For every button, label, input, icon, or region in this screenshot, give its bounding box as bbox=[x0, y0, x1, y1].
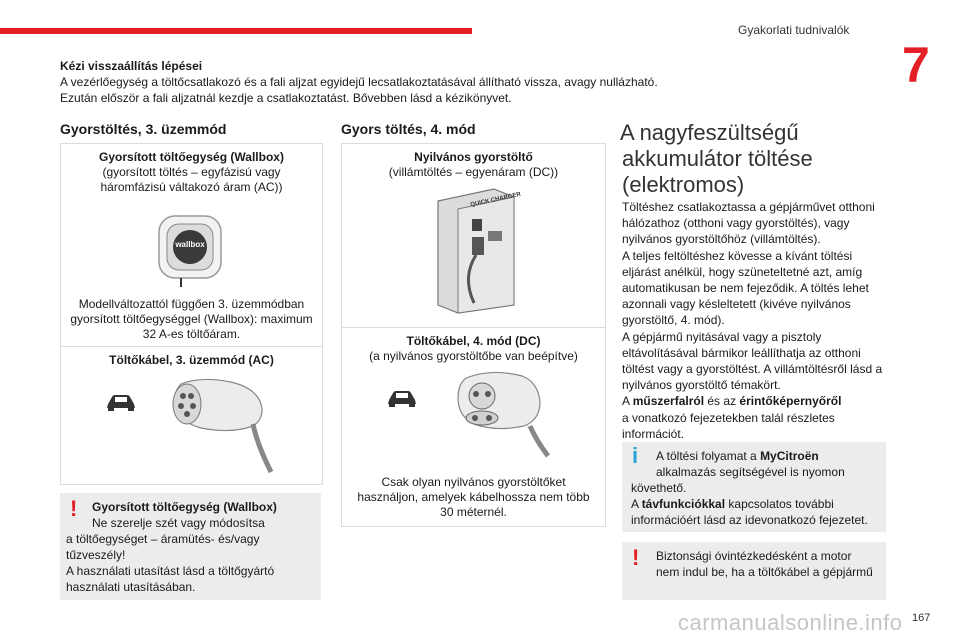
body-line: eljárást anélkül, hogy szüneteltetné azt, amíg bbox=[622, 264, 863, 279]
ac-cable-title: Töltőkábel, 3. üzemmód (AC) bbox=[109, 353, 274, 367]
body-line: azonnali vagy késleltetett (kivéve nyilvános bbox=[622, 297, 851, 312]
body-line: nyilvános gyorstöltő témakört. bbox=[622, 378, 781, 393]
body-line-dashboard bbox=[622, 393, 887, 409]
warning-line-3: tűzveszély! bbox=[66, 548, 126, 562]
dc-note-2: használjon, amelyek kábelhossza nem több bbox=[357, 490, 590, 504]
warning-line-4: A használati utasítást lásd a töltőgyártó bbox=[66, 564, 275, 578]
body-line: gyorstöltő, 4. mód). bbox=[622, 313, 725, 328]
warning-line-5: használati utasításában. bbox=[66, 580, 196, 594]
body-line: Töltéshez csatlakoztassa a gépjárművet otthoni bbox=[622, 200, 875, 214]
chapter-number: 7 bbox=[902, 37, 930, 93]
wallbox-subtitle-2: háromfázisú váltakozó áram (AC)) bbox=[100, 180, 283, 194]
body-line: automatikusan be nem fejeződik. A töltés lehet bbox=[622, 281, 869, 296]
intro-line-2: Ezután először a fali aljzatnál kezdje a csatlakoztatást. Bővebben lásd a kézikönyvet. bbox=[60, 91, 512, 105]
section-name: Gyakorlati tudnivalók bbox=[738, 23, 850, 37]
hv-title-line-3: (elektromos) bbox=[622, 172, 745, 197]
dc-connector-illustration bbox=[452, 368, 552, 458]
warning-line-1: Ne szerelje szét vagy módosítsa bbox=[92, 516, 265, 530]
dc-note-3: 30 méternél. bbox=[440, 505, 507, 519]
mycitroen-info-box bbox=[622, 442, 886, 532]
body-line: töltést vagy a gyorstöltést. A villámtöltésről lásd a bbox=[622, 362, 883, 377]
remote-functions-ref: távfunkciókkal bbox=[641, 497, 726, 511]
body-line: hálózathoz (otthoni vagy gyorstöltés), vagy bbox=[622, 216, 850, 231]
safety-warning-box bbox=[622, 542, 886, 600]
ac-connector-illustration bbox=[161, 374, 277, 474]
quick-charger-panel bbox=[341, 143, 606, 527]
warning-line-2: a töltőegységet – áramütés- és/vagy bbox=[66, 532, 260, 546]
watermark: carmanualsonline.info bbox=[678, 610, 903, 635]
info-line-5: információért lásd az idevonatkozó fejezetet. bbox=[631, 513, 868, 527]
info-line-1 bbox=[656, 448, 819, 464]
body-line: A gépjármű nyitásával vagy a pisztoly bbox=[622, 329, 822, 344]
body-line: a vonatkozó fejezetekben talál részletes bbox=[622, 410, 835, 425]
col2-title: Gyors töltés, 4. mód bbox=[341, 121, 476, 137]
body-line: információt. bbox=[622, 426, 685, 441]
wallbox-illustration bbox=[157, 214, 223, 288]
info-line-4 bbox=[631, 496, 834, 512]
car-icon bbox=[386, 388, 418, 408]
dc-cable-title: Töltőkábel, 4. mód (DC) bbox=[406, 334, 541, 348]
intro-heading: Kézi visszaállítás lépései bbox=[60, 59, 203, 73]
wallbox-desc-2: gyorsított töltőegységgel (Wallbox): maximum bbox=[70, 312, 313, 326]
info-fragment: A töltési folyamat a bbox=[656, 449, 761, 463]
wallbox-logo-text: wallbox bbox=[175, 240, 205, 249]
page-number: 167 bbox=[912, 612, 931, 624]
hv-body-text bbox=[622, 199, 887, 442]
station-title: Nyilvános gyorstöltő bbox=[414, 150, 533, 164]
body-fragment: A bbox=[622, 394, 633, 409]
dc-note-1: Csak olyan nyilvános gyorstöltőket bbox=[381, 475, 566, 489]
safety-line-2: nem indul be, ha a töltőkábel a gépjármű bbox=[656, 565, 873, 579]
info-fragment: A bbox=[631, 497, 642, 511]
wallbox-title: Gyorsított töltőegység (Wallbox) bbox=[99, 150, 284, 164]
warning-icon: ! bbox=[632, 545, 640, 570]
info-line-3: követhető. bbox=[631, 481, 687, 495]
hv-title-line-2: akkumulátor töltése bbox=[622, 146, 813, 171]
dashboard-ref: műszerfalról bbox=[632, 394, 705, 409]
wallbox-warning-box bbox=[60, 493, 321, 600]
warning-title: Gyorsított töltőegység (Wallbox) bbox=[92, 500, 277, 514]
col1-title: Gyorstöltés, 3. üzemmód bbox=[60, 121, 227, 137]
wallbox-subtitle-1: (gyorsított töltés – egyfázisú vagy bbox=[102, 165, 281, 179]
intro-line-1: A vezérlőegység a töltőcsatlakozó és a fali aljzat egyidejű lecsatlakoztatásával állítható vissza, avagy nullázható. bbox=[60, 75, 658, 89]
quick-charger-label: QUICK CHARGER bbox=[469, 191, 522, 209]
info-fragment: kapcsolatos további bbox=[725, 497, 834, 511]
wallbox-desc-1: Modellváltozattól függően 3. üzemmódban bbox=[78, 297, 305, 311]
warning-icon: ! bbox=[70, 496, 78, 521]
body-line: nyilvános gyorstöltőhöz (villámtöltés). bbox=[622, 232, 821, 247]
car-icon bbox=[105, 392, 137, 412]
panel-divider bbox=[61, 346, 322, 347]
panel-divider bbox=[342, 327, 605, 328]
touchscreen-ref: érintőképernyőről bbox=[739, 394, 842, 409]
body-line: eltávolításával bármikor leállíthatja az otthoni bbox=[622, 345, 861, 360]
info-icon: i bbox=[632, 443, 639, 468]
mycitroen-app-name: MyCitroën bbox=[760, 449, 819, 463]
hv-battery-title bbox=[620, 120, 890, 198]
info-line-2: alkalmazás segítségével is nyomon bbox=[656, 465, 845, 479]
body-line: A teljes feltöltéshez kövesse a kívánt töltési bbox=[622, 248, 853, 263]
hv-title-line-1: A nagyfeszültségű bbox=[620, 120, 799, 145]
safety-line-1: Biztonsági óvintézkedésként a motor bbox=[656, 549, 852, 563]
header-accent-bar bbox=[0, 28, 472, 34]
station-subtitle: (villámtöltés – egyenáram (DC)) bbox=[388, 165, 559, 179]
body-fragment: és az bbox=[704, 394, 740, 409]
dc-cable-subtitle: (a nyilvános gyorstöltőbe van beépítve) bbox=[369, 349, 578, 363]
intro-block bbox=[60, 58, 880, 106]
wallbox-panel bbox=[60, 143, 323, 485]
wallbox-desc-3: 32 A-es töltőáram. bbox=[142, 327, 241, 341]
